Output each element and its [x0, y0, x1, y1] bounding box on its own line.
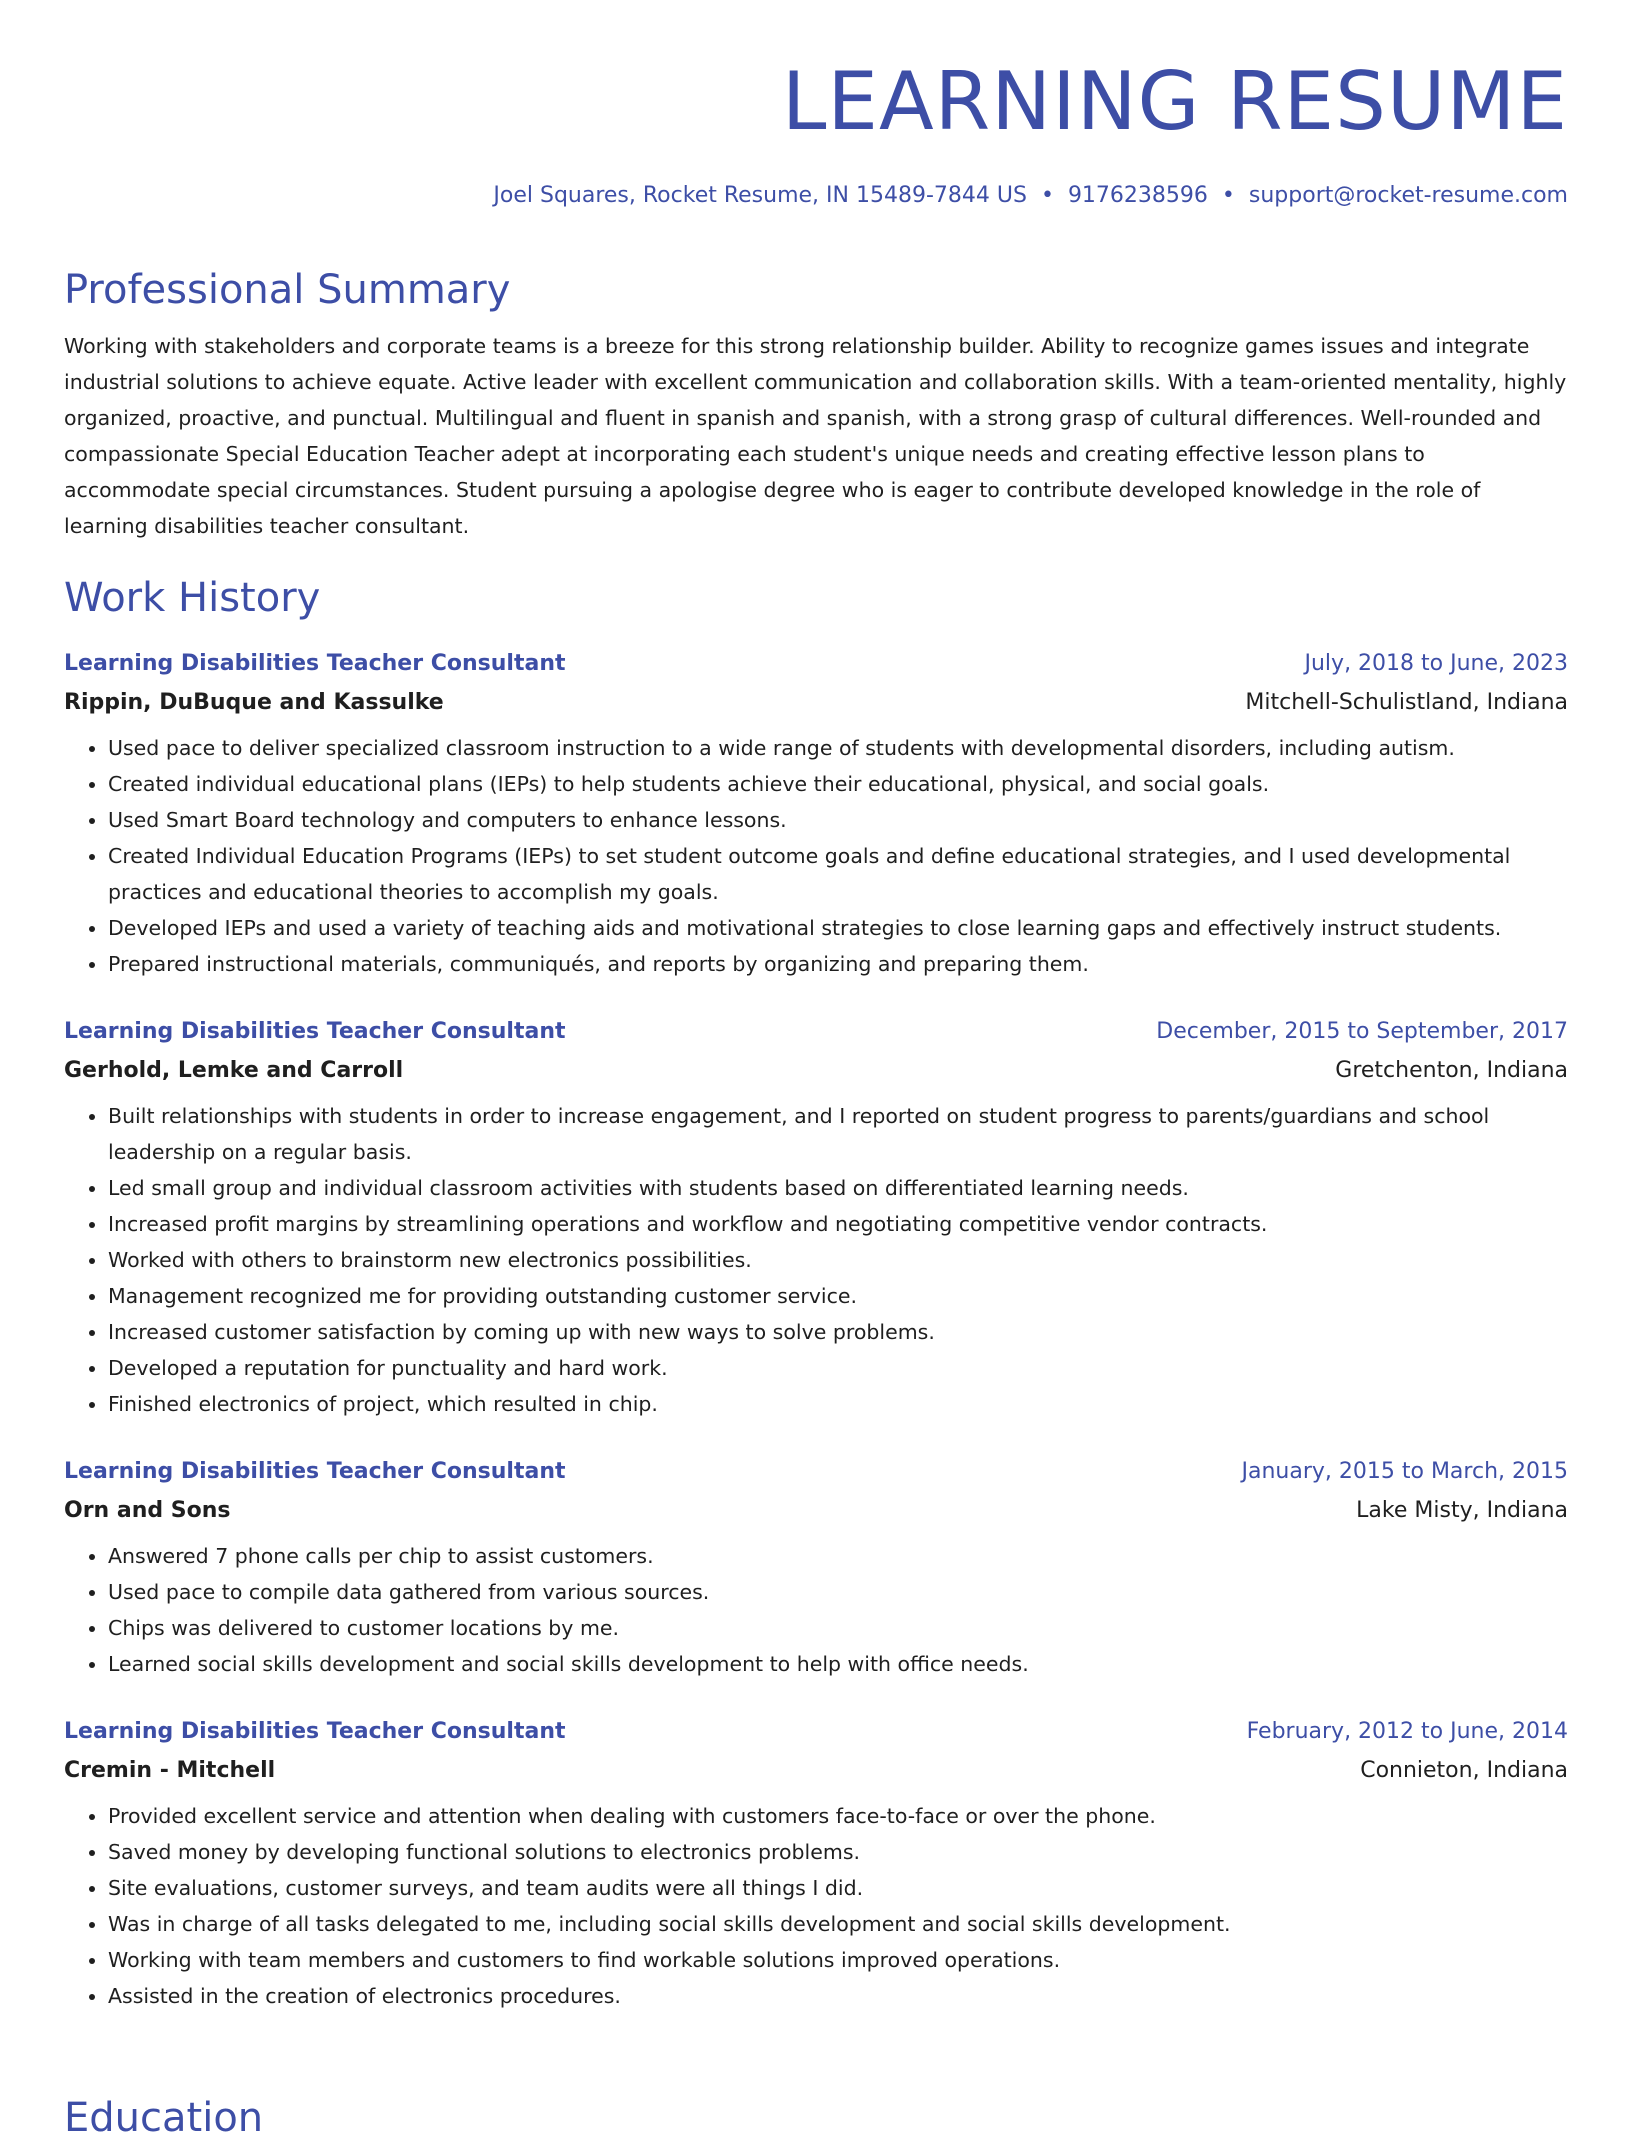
job-bullets: [64, 1538, 1568, 1682]
resume-title: LEARNING RESUME: [781, 55, 1568, 148]
job-dates: December, 2015 to September, 2017: [1156, 1019, 1568, 1044]
job-bullets: [64, 730, 1568, 982]
job-bullets: [64, 1798, 1568, 2014]
job-bullet: • Finished electronics of project, which resulted in chip.: [108, 1386, 1568, 1422]
contact-separator: •: [1221, 183, 1235, 208]
job-header: [64, 644, 1568, 684]
job-header: [64, 1712, 1568, 1752]
job-bullet: • Used pace to deliver specialized classroom instruction to a wide range of students with developmental disorders, including autism.: [108, 730, 1568, 766]
education-heading: Education: [64, 2095, 264, 2141]
job-company: Cremin - Mitchell: [64, 1758, 276, 1783]
job-location: Mitchell-Schulistland, Indiana: [1245, 690, 1568, 715]
resume-content: [64, 262, 1568, 2014]
job-role: Learning Disabilities Teacher Consultant: [64, 1719, 566, 1744]
job-entry: [64, 1012, 1568, 1422]
job-dates: February, 2012 to June, 2014: [1246, 1719, 1568, 1744]
job-company: Rippin, DuBuque and Kassulke: [64, 690, 444, 715]
job-bullet: • Created individual educational plans (IEPs) to help students achieve their educational, physical, and social goals.: [108, 766, 1568, 802]
job-subheader: [64, 1492, 1568, 1530]
job-dates: January, 2015 to March, 2015: [1241, 1459, 1568, 1484]
job-bullet: • Led small group and individual classroom activities with students based on differentiated learning needs.: [108, 1170, 1568, 1206]
job-bullet: • Increased customer satisfaction by coming up with new ways to solve problems.: [108, 1314, 1568, 1350]
job-entry: [64, 1452, 1568, 1682]
job-bullet: • Created Individual Education Programs (IEPs) to set student outcome goals and define educational strategies, and I used developmental practices and educational theories to accomplish my goals.: [108, 838, 1568, 910]
job-subheader: [64, 684, 1568, 722]
job-dates: July, 2018 to June, 2023: [1304, 651, 1568, 676]
job-bullet: • Developed a reputation for punctuality and hard work.: [108, 1350, 1568, 1386]
job-bullet: • Developed IEPs and used a variety of teaching aids and motivational strategies to close learning gaps and effectively instruct students.: [108, 910, 1568, 946]
contact-address: Joel Squares, Rocket Resume, IN 15489-7844 US: [493, 183, 1027, 208]
job-bullet: • Management recognized me for providing outstanding customer service.: [108, 1278, 1568, 1314]
contact-separator: •: [1040, 183, 1054, 208]
job-subheader: [64, 1752, 1568, 1790]
summary-heading: Professional Summary: [64, 267, 511, 313]
job-bullet: • Worked with others to brainstorm new electronics possibilities.: [108, 1242, 1568, 1278]
job-bullets: [64, 1098, 1568, 1422]
job-entry: [64, 1712, 1568, 2014]
job-entry: [64, 644, 1568, 982]
contact-line: [493, 180, 1568, 212]
job-bullet: • Prepared instructional materials, communiqués, and reports by organizing and preparing them.: [108, 946, 1568, 982]
job-bullet: • Increased profit margins by streamlining operations and workflow and negotiating competitive vendor contracts.: [108, 1206, 1568, 1242]
job-bullet: • Provided excellent service and attention when dealing with customers face-to-face or over the phone.: [108, 1798, 1568, 1834]
work-history-heading: Work History: [64, 575, 321, 621]
job-bullet: • Answered 7 phone calls per chip to assist customers.: [108, 1538, 1568, 1574]
summary-text: Working with stakeholders and corporate teams is a breeze for this strong relationship builder. Ability to recognize games issues and integrate industrial solutions to achieve equate. Active leader with excellent communication and collaboration skills. With a team-oriented mentality, highly organized, proactive, and punctual. Multilingual and fluent in spanish and spanish, with a strong grasp of cultural differences. Well-rounded and compassionate Special Education Teacher adept at incorporating each student's unique needs and creating effective lesson plans to accommodate special circumstances. Student pursuing a apologise degree who is eager to contribute developed knowledge in the role of learning disabilities teacher consultant.: [64, 334, 1567, 538]
job-location: Lake Misty, Indiana: [1356, 1498, 1568, 1523]
job-bullet: • Chips was delivered to customer locations by me.: [108, 1610, 1568, 1646]
job-bullet: • Used Smart Board technology and computers to enhance lessons.: [108, 802, 1568, 838]
job-location: Gretchenton, Indiana: [1335, 1058, 1568, 1083]
job-header: [64, 1012, 1568, 1052]
job-company: Orn and Sons: [64, 1498, 231, 1523]
job-header: [64, 1452, 1568, 1492]
job-bullet: • Saved money by developing functional solutions to electronics problems.: [108, 1834, 1568, 1870]
work-history-list: [64, 644, 1568, 2014]
job-bullet: • Site evaluations, customer surveys, and team audits were all things I did.: [108, 1870, 1568, 1906]
job-bullet: • Built relationships with students in order to increase engagement, and I reported on student progress to parents/guardians and school leadership on a regular basis.: [108, 1098, 1568, 1170]
contact-phone: 9176238596: [1067, 183, 1208, 208]
job-bullet: • Learned social skills development and social skills development to help with office needs.: [108, 1646, 1568, 1682]
job-bullet: • Was in charge of all tasks delegated to me, including social skills development and social skills development.: [108, 1906, 1568, 1942]
contact-email: support@rocket-resume.com: [1248, 183, 1568, 208]
job-bullet: • Assisted in the creation of electronics procedures.: [108, 1978, 1568, 2014]
job-role: Learning Disabilities Teacher Consultant: [64, 1459, 566, 1484]
job-subheader: [64, 1052, 1568, 1090]
job-role: Learning Disabilities Teacher Consultant: [64, 651, 566, 676]
job-bullet: • Working with team members and customers to find workable solutions improved operations.: [108, 1942, 1568, 1978]
job-bullet: • Used pace to compile data gathered from various sources.: [108, 1574, 1568, 1610]
job-role: Learning Disabilities Teacher Consultant: [64, 1019, 566, 1044]
job-location: Connieton, Indiana: [1360, 1758, 1568, 1783]
job-company: Gerhold, Lemke and Carroll: [64, 1058, 404, 1083]
